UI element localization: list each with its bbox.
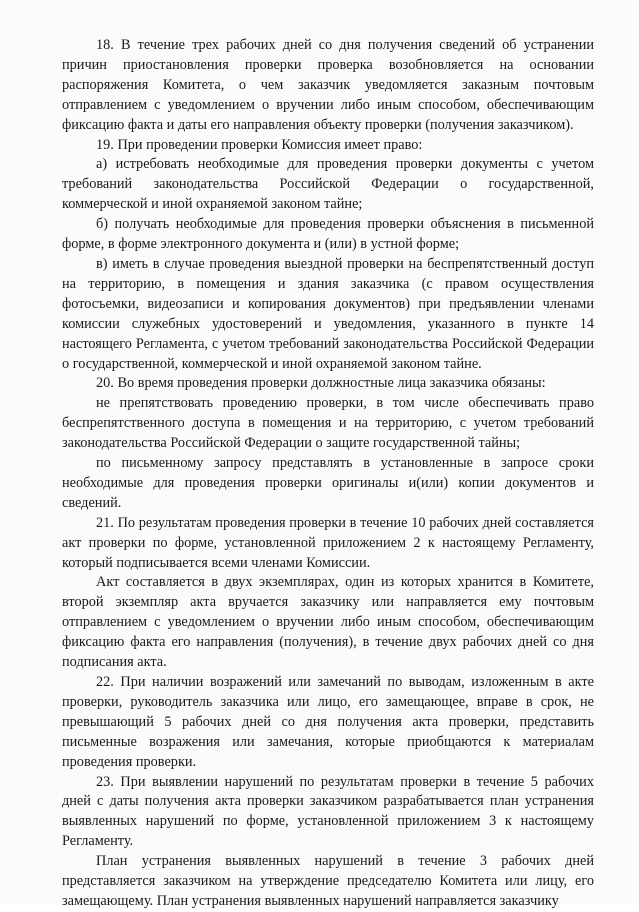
- paragraph-20-item-1: не препятствовать проведению проверки, в том числе обеспечивать право беспрепятственного доступа в помещения и на территорию, с учетом требований законодательства Российской Федерации о защите государственной тайны;: [62, 395, 594, 452]
- paragraph-20: 20. Во время проведения проверки должностные лица заказчика обязаны:: [96, 375, 546, 392]
- paragraph-19-b: б) получать необходимые для проведения проверки объяснения в письменной форме, в форме электронного документа и (или) в устной форме;: [62, 216, 594, 253]
- paragraph-20-item-2: по письменному запросу представлять в установленные в запросе сроки необходимые для проведения проверки оригиналы и(или) копии документов и сведений.: [62, 455, 594, 511]
- paragraph-23: 23. При выявлении нарушений по результатам проверки в течение 5 рабочих дней с даты получения акта проверки заказчиком разрабатывается план устранения выявленных нарушений по форме, установленной приложением 3 к настоящему Регламенту.: [62, 773, 594, 850]
- document-body: [62, 36, 594, 912]
- paragraph-21: 21. По результатам проведения проверки в течение 10 рабочих дней составляется акт проверки по форме, установленной приложением 2 к настоящему Регламенту, который подписывается всеми членами Комиссии.: [62, 514, 594, 571]
- paragraph-19-a: а) истребовать необходимые для проведения проверки документы с учетом требований законодательства Российской Федерации о государственной, коммерческой и иной охраняемой законом тайне;: [62, 156, 594, 213]
- paragraph-23-plan: План устранения выявленных нарушений в течение 3 рабочих дней представляется заказчиком на утверждение председателю Комитета или лицу, его замещающему. План устранения выявленных нарушений направляется заказчику: [62, 853, 594, 909]
- paragraph-19: 19. При проведении проверки Комиссия имеет право:: [96, 136, 423, 153]
- paragraph-18: 18. В течение трех рабочих дней со дня получения сведений об устранении причин приостановления проверки проверка возобновляется на основании распоряжения Комитета, о чем заказчик уведомляется заказным почтовым отправлением с уведомлением о вручении либо иным способом, обеспечивающим фиксацию факта и даты его направления объекту проверки (получения заказчиком).: [62, 37, 594, 133]
- paragraph-21-act: Акт составляется в двух экземплярах, один из которых хранится в Комитете, второй экземпляр акта вручается заказчику или направляется ему почтовым отправлением с уведомлением о вручении либо иным способом, обеспечивающим фиксацию факта его направления (получения), в течение двух рабочих дней со дня подписания акта.: [62, 574, 594, 671]
- paragraph-19-v: в) иметь в случае проведения выездной проверки на беспрепятственный доступ на территорию, в помещения и здания заказчика (с правом осуществления фотосъемки, видеозаписи и копирования документов) при предъявлении членами комиссии служебных удостоверений и уведомления, указанного в пункте 14 настоящего Регламента, с учетом требований законодательства Российской Федерации о государственной, коммерческой и иной охраняемой законом тайне.: [62, 255, 594, 372]
- paragraph-22: 22. При наличии возражений или замечаний по выводам, изложенным в акте проверки, руководитель заказчика или лицо, его замещающее, вправе в срок, не превышающий 5 рабочих дней со дня получения акта проверки, представить письменные возражения или замечания, которые приобщаются к материалам проведения проверки.: [62, 674, 594, 770]
